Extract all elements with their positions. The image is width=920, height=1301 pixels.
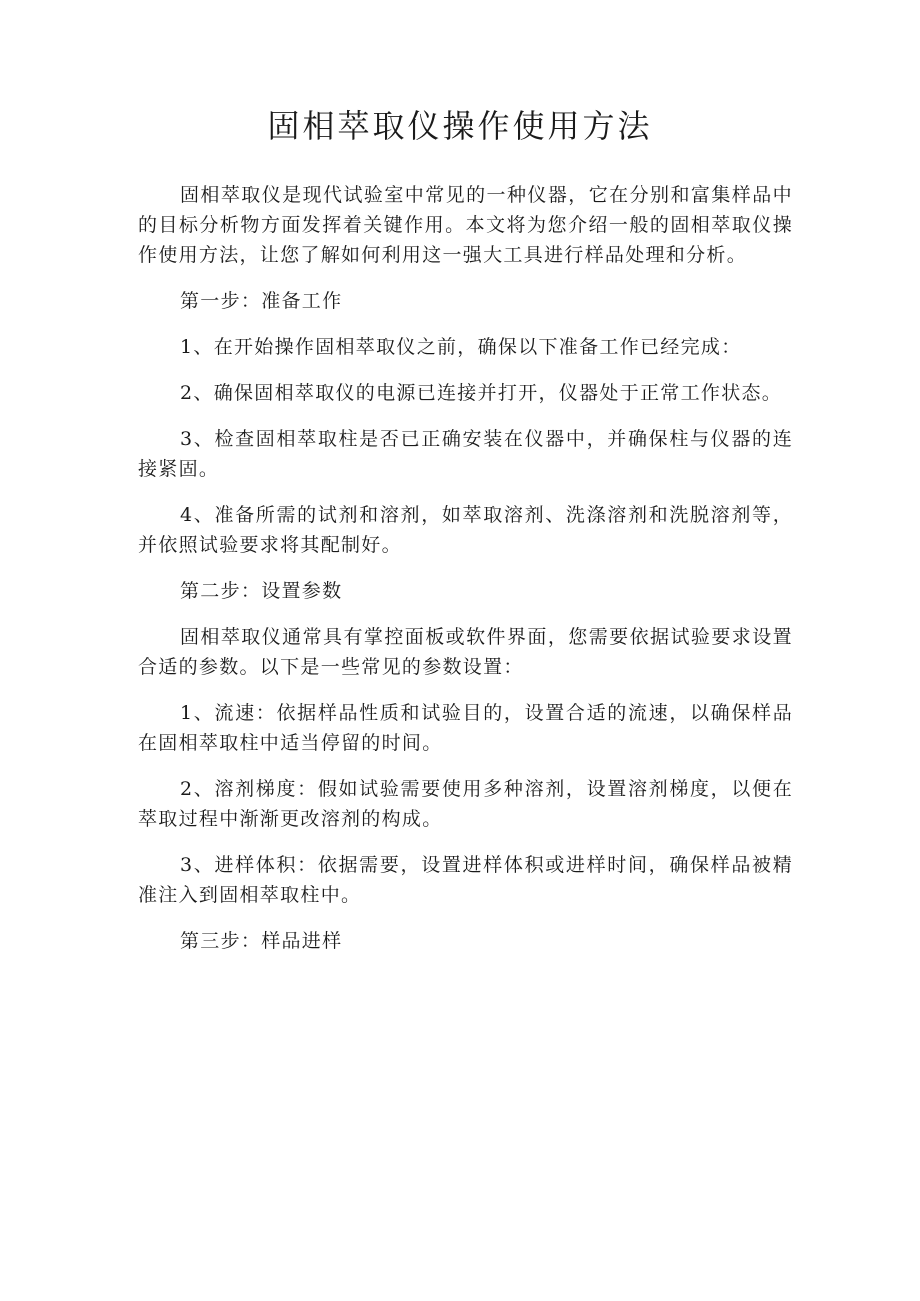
paragraph-step1-item1: 1、在开始操作固相萃取仪之前，确保以下准备工作已经完成：	[180, 336, 742, 358]
paragraph-step2-item1: 1、流速：依据样品性质和试验目的，设置合适的流速，以确保样品在固相萃取柱中适当停留的时间。	[138, 702, 793, 754]
heading-step-2: 第二步：设置参数	[180, 580, 343, 602]
document-body	[138, 180, 793, 972]
paragraph-step2-item2: 2、溶剂梯度：假如试验需要使用多种溶剂，设置溶剂梯度，以便在萃取过程中渐渐更改溶剂的构成。	[138, 778, 793, 830]
heading-step-3: 第三步：样品进样	[180, 930, 343, 952]
paragraph-step2-item3: 3、进样体积：依据需要，设置进样体积或进样时间，确保样品被精准注入到固相萃取柱中。	[138, 854, 793, 906]
paragraph-step1-item4: 4、准备所需的试剂和溶剂，如萃取溶剂、洗涤溶剂和洗脱溶剂等，并依照试验要求将其配制好。	[138, 504, 793, 556]
document-title: 固相萃取仪操作使用方法	[267, 107, 653, 145]
paragraph-step1-item2: 2、确保固相萃取仪的电源已连接并打开，仪器处于正常工作状态。	[180, 382, 783, 404]
heading-step-1: 第一步：准备工作	[180, 290, 343, 312]
paragraph-step1-item3: 3、检查固相萃取柱是否已正确安装在仪器中，并确保柱与仪器的连接紧固。	[138, 428, 793, 480]
paragraph-step2-intro: 固相萃取仪通常具有掌控面板或软件界面，您需要依据试验要求设置合适的参数。以下是一些常见的参数设置：	[138, 626, 793, 678]
paragraph-intro: 固相萃取仪是现代试验室中常见的一种仪器，它在分别和富集样品中的目标分析物方面发挥着关键作用。本文将为您介绍一般的固相萃取仪操作使用方法，让您了解如何利用这一强大工具进行样品处理和分析。	[138, 184, 793, 266]
